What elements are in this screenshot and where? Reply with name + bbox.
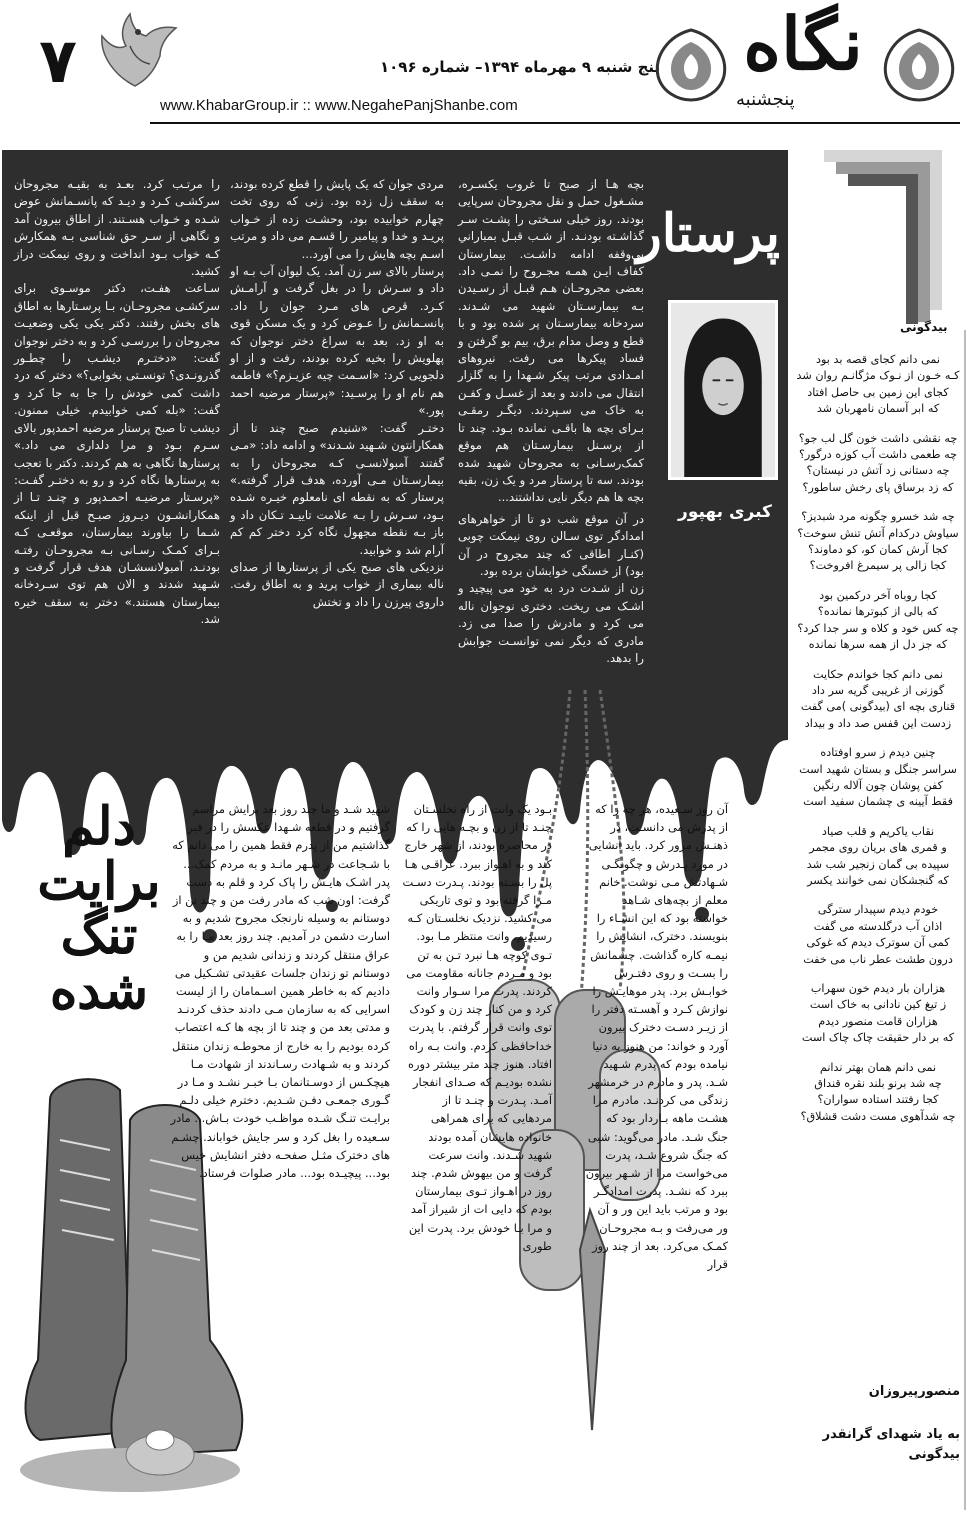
poem-line: کـه خـون از نـوک مژگانـم روان شد [796, 369, 960, 383]
poem-line: کجا روباه آخر درکمین بود [819, 588, 937, 602]
poem-line: چه طعمی داشت آب کوزه درگور؟ [798, 448, 958, 462]
poem-stanza [796, 745, 960, 811]
poem-line: که بالی از کبوترها نمانده؟ [817, 605, 939, 619]
poem-stanza [796, 1060, 960, 1126]
poem-line: کجا رفتند استاده سواران؟ [817, 1093, 939, 1107]
poem-line: که گنجشکان نمی خوانند یکسر [807, 873, 949, 887]
poem-line: چه شدآهوی مست دشت قشلاق؟ [800, 1109, 956, 1123]
poem-line: خودم دیدم سپیدار سترگی [817, 903, 939, 917]
page-number: ۷ [39, 24, 77, 97]
poem-stanza [796, 431, 960, 497]
poem-title: بیدگونی [900, 320, 948, 334]
poem-stanza [796, 824, 960, 890]
poem-line: قناری بچه ای (بیدگونی )می گفت [800, 700, 956, 714]
nurse-article-column-3 [14, 176, 220, 629]
poem-line: کفن پوشان چون آلاله رنگین [812, 778, 943, 792]
poem-line: کجا آرش کمان کو، کو دماوند؟ [808, 543, 948, 557]
poem-line: نمی دانم همان بهتر ندانم [819, 1060, 937, 1074]
poem-line: کجا زالی پر سیمرغ افروخت؟ [809, 559, 947, 573]
paragraph: را مرتـب کرد. بعـد به بقیـه مجروحان سرکشـی کـرد و دیـد که پانسـمانش عوض شـده و خـواب هسـتند. از اطاق بیرون آمد و نگاهی از سـر حق شناسی بـه همکارش کـه خواب بـود انداخت و روی نیمکت دراز کشید. [14, 177, 220, 279]
poem-stanza [796, 588, 960, 654]
poem-line: ز تیغ کین نادانی به خاک است [809, 998, 947, 1012]
bottom-article-title [34, 796, 164, 1021]
website-urls[interactable]: www.KhabarGroup.ir :: www.NegahePanjShanbe.com [160, 97, 518, 114]
poem-line: زدست این قفس صد داد و بیداد [804, 716, 952, 730]
paragraph: زن از شـدت درد به خود می پیچید و اشـک می ریخت. دختری نوجوان ناله می کرد و مادرش را صدا می زد. مادری که دیگر نمی توانسـت جوابش را بدهد. [458, 581, 644, 665]
poem-line: چه نقشی داشت خون گل لب جو؟ [798, 431, 958, 445]
paragraph: دختـر گفت: «شنیدم صبح چند تا از همکارانتون شـهید شـدند» و ادامه داد: «مـی گفتند آمبولانسـی کـه مجروحان را به بیمارسـتان مـی آورده، هدف قرار گرفته.» پرستار که به نقطه ای نامعلوم خیـره شـده بـود، سـرش را بـه علامت تاییـد تـکان داد و باز بـه نقطه مجهول نگاه کرد دختر کم کم آرام شد و خوابید. [230, 420, 444, 557]
poet-name: منصورپیروزان [868, 1384, 960, 1399]
poem-line: سیاوش درکدام آتش تنش سوخت؟ [797, 526, 959, 540]
poem-line: هزاران بار دیدم خون سهراب [810, 982, 946, 995]
poem-line: چه دستانی زد آتش در نیستان؟ [806, 464, 950, 478]
paragraph: مردی جوان که یک پایش را قطع کرده بودند، به سقف زل زده بود. زنی که روی تخت چهارم خوابیده بود، وحشـت زده از خـواب پریـد و خدا و پیامبر را قسـم می داد و مرتب اسـم بچه هایش را می آورد... [230, 177, 444, 261]
poem-line: سراسر جنگل و بستان شهید است [799, 762, 957, 776]
masthead-logo [728, 1, 878, 118]
bottom-article-column-2: بـود یک وانت از راه نخلسـتان چنـد تا از زن و بچـه هایی را که در محاصره بودند، از شهر خارج کند و به اهـواز ببرد. عراقـی هـا پل را بسـته بودند. پـدرت دسـت مـرا گرفته بود و توی تاریکی می کشید. نزدیک نخلسـتان کـه رسیدیم، وانت منتظر مـا بود. تـوی کوچه هـا نبرد تـن به تن بود و مـردم جانانه مقاومت می کردند. پدرت مرا سـوار وانت کرد و من کنار چند زن و کودک توی وانت قرار گرفتم. با پدرت خداحافظی کردم. وانت بـه راه افتاد. هنوز چند متر بیشتر دوره نشده بودیـم که صـدای انفجار آمـد. پـدرت و چنـد تا از مردهایی که برای همراهی خانواده هایشان آمده بودند شهید شـدند. وانت سرعت گرفت و من بیهوش شدم. چند روز در اهـواز تـوی بیمارستان بودم که دایی ات از شیراز آمد و مرا بـا خودش برد. پدرت این طوری [402, 802, 552, 1253]
paragraph: سـاعت هفـت، دکتر موسـوی برای سرکشـی مجروحـان، بـا پرسـتارها به اطاق های بخش رفتند. دکتر یکی یکی وضعیـت مجروحان را بررسـی کرد و به دختر نوجوان گفت: «دختـرم دیشـب را چطـور گذرونـدی؟ تونسـتی بخوابی؟» دختر که درد داشت کمی خودش را جا به جا کرد و گفت: «بله کمی خوابیدم. خیلی ممنون. دیشب تا صبح پرستار مرضیه احمدپور بالای سـرم بـود و مرا دلداری می داد.» پرستارها نگاهی به هم کردند. دکتر با تعجب به پرستارها نگاه کرد و رو به دختـر گفـت: «پرسـتار مرضیـه احمـدپور و چنـد تـا از همکارانشـون دیـروز صبـح قبل از اینکه شـما را بیاورند بیمارستان، موقعـی کـه بـرای کمـک رسـانی بـه مجروحـان رفتـه بودنـد، آمبولانسشـان هدف قرار گرفت و شـهید شدند و الان هم توی سـردخانه بیمارستان هستند.» دختر به سقف خیره شد. [14, 281, 220, 627]
paragraph: در آن موقع شب دو تا از خواهرهای امدادگر توی سـالن روی نیمکت چوبی (کنـار اطاقی که چند مجروح در آن بود) از خستگی خوابشان برده بود. [458, 511, 644, 578]
paragraph: بچه هـا از صبح تا غروب یکسـره، مشـغول حمل و نقل مجروحان سرپایی بودند. روز خیلی سـختی را پشـت سـر گذاشـته بودنـد. از شـب قبـل بمباراني بی‌وقفه ادامه داشـت. بیمارستان کفاف ایـن همـه مجـروح را نمـی داد. بعضی مجروحـان هـم قبـل از رسـیدن بـه بیمارسـتان شهید می شـدند. سردخانه بیمارسـتان پر شده بود و با قطع و وصل مدام برق، بیم بو گرفتن و فساد پیکرها می رفت. نیروهای امـدادی مرتب پیکر شـهدا را به گلزار انتقال می دادند و بعد از غسـل و کفـن به خاک می سـپردند. دیگـر رمقـی بـرای بچه ها باقـی نمانده بـود. چند تا از پرسـنل بیمارسـتان هم موقع کمک‌رسـانی به مجروحان شهید شده بودند. سه تا پرستار مرد و یک زن، بقیه بچه ها هم دیگر نایی نداشتند... [458, 177, 644, 505]
poem-line: نقاب یاکریم و قلب صیاد [821, 824, 935, 838]
poem-body [796, 352, 960, 1138]
phoenix-emblem-icon [80, 6, 190, 96]
poem-line: چنین دیدم ز سرو اوفتاده [820, 746, 936, 760]
title-line: تنگ [60, 905, 138, 967]
poem-line: چه کس خود و کلاه و سر جدا کرد؟ [797, 621, 959, 635]
ornament-icon [876, 26, 962, 104]
poem-line: چه شد برنو بلند نقره قنداق [814, 1077, 942, 1091]
author-name: کبری بهپور [678, 502, 772, 522]
sidebar-divider [964, 330, 966, 1510]
poem-line: که بر دار حقیقت چاک چاک است [801, 1031, 955, 1045]
bottom-article-column-1: آن روز سـعیده، هر چه را که از پدرش می دانسـت، در ذهنـش مرور کرد. باید انشایی در مورد پـدرش و چگونگـی شـهادتش مـی نوشت. خانم معلم از بچه‌های شـاهد خواسته بود که این انشـاء را بنویسند. دخترک، انشایش را نیمـه کاره گذاشت. چشمانش را بسـت و روی دفتـرش خوابـش برد. پدر موهایـش را نوازش کـرد و آهسـته دفتر را از زیـر دسـت دخترک بیرون آورد و خواند: من هنوز به دنیا نیامده بودم که پدرم شـهید شـد. پدر و مادرم در خرمشهر زندگی می کردنـد. مادرم مرا هشـت ماهه بـاردار بود که جنگ شـد. مادر می‌گوید: شبی که جنگ شروع شـد، پدرت می‌خواست مرا از شـهر بیرون ببرد که نشـد. پدرت امدادگـر بود و مرتب باید این ور و آن ور می‌رفت و بـه مجروحـان کمـک می‌کرد. بعد از چند روز قرار [585, 802, 728, 1272]
poem-line: چه شد خسرو چگونه مرد شبدیز؟ [801, 510, 955, 524]
poem-stanza [796, 352, 960, 418]
poem-line: سپیده بی گمان زنجیر شب شد [806, 857, 950, 871]
poem-line: و قمری های بریان روی مجمر [809, 841, 947, 855]
poem-line: فقط آیینه ی چشمان سفید است [803, 795, 953, 809]
poem-stanza [796, 981, 960, 1047]
masthead-subtitle: پنجشنبه [736, 89, 795, 110]
date-issue-line: پنج شنبه ۹ مهرماه ۱۳۹۴– شماره ۱۰۹۶ [380, 58, 661, 76]
poem-line: کمی آن سوترک دیدم که غوکی [806, 936, 950, 950]
poem-line: نمی دانم کجا خواندم حکایت [812, 667, 944, 681]
poem-line: درون طشت عطر ناب می خفت [803, 952, 953, 966]
poem-stanza [796, 509, 960, 575]
poem-line: که زد برساق پای رخش ساطور؟ [802, 480, 954, 494]
paragraph: پرستار بالای سر زن آمد. یک لیوان آب بـه او داد و سـرش را در بغل گرفت و آرامـش کـرد. قرص های مـرد جوان را داد. پانسـمانش را عـوض کرد و یک مسکن قوی به او زد. بعد به سراغ دختر نوجوان که پهلویش را بخیه کرده بودند، رفت و از او دلجویی کرد: «اسـمت چیه عزیـزم؟» فاطمه هم نام او را پرسـید: «پرستار مرضیه احمد پور.» [230, 264, 444, 418]
poem-line: اذان آب درگلدسته می گفت [813, 919, 943, 933]
poem-dedication: به یاد شهدای گرانقدر بیدگونی [822, 1427, 960, 1462]
poem-line: گوزنی از غریبی گریه سر داد [811, 683, 945, 697]
author-portrait [668, 300, 778, 480]
ornament-icon [648, 26, 734, 104]
poem-line: که جز دل از همه سرها نمانده [808, 638, 948, 652]
bottom-article-column-3: شهید شـد و ما چند روز بعد برایش مراسم گرفتیم و در قطعه شـهدا عکسش را در قبر گذاشتیم من از پدرم فقط همین را می دانم که با شـجاعت در شـهر مانـد و به مردم کمک... پدر اشـک هایـش را پاک کرد و قلم به دست گرفت: اون شب که مادر رفت من و چند تن از دوستانم به وسیله نارنجک مجروح شدیم و به اسارت دشمن در آمدیم. چند روز بعد مـا را به عراق منتقل کردند و زندانی شدیم من و دوستانم تو زندان جلسات عقیدتی تشـکیل می دادیم که به خاطر همین اسـمامان را از لیست اسرایی که به سازمان مـی دادند حذف کردنـد و مدتی بعد من و چند تا از بچه ها کـه اعتصاب کرده بودیم را به خارج از محوطـه زندان منتقل کردند و به شـهادت رسـاندند از شهادت مـا هیچکـس از دوسـتانمان بـا خبـر نشـد و مـا در گـوری جمعـی دفـن شـدیم. دخترم خیلی دلـم برایـت تنـگ شـده مواظـب خودت بـاش... مادر سـعیده را بغل کرد و سر جایش خواباند. چشـم های دخترک مثـل صفحـه دفتر انشایش خیس بود... پیچیـده بود... مادر صلوات فرستاد. [170, 802, 390, 1181]
poem-line: هزاران قامت منصور دیدم [818, 1014, 938, 1028]
nurse-article-column-2 [230, 176, 444, 611]
header-divider [150, 122, 960, 124]
poem-stanza [796, 902, 960, 968]
poem-stanza [796, 667, 960, 733]
poem-line: کجای این زمین بی حاصل افتاد [807, 385, 949, 399]
nurse-article-title: پرستار [636, 203, 780, 264]
paragraph: نزدیکی های صبح یکی از پرستارها از صدای ناله بیماری از خواب پرید و به اطاق رفت. داروی پیرزن را داد و تختش [230, 559, 444, 609]
poem-line: که ابر آسمان نامهربان شد [816, 402, 940, 416]
poem-line: نمی دانم کجای قصه بد بود [816, 353, 940, 366]
title-line: شده [49, 959, 149, 1021]
nurse-article-column-1 [458, 176, 644, 667]
title-line: برایت [37, 850, 161, 912]
title-line: دلم [62, 796, 136, 857]
masthead-title: نگاه [743, 1, 863, 86]
